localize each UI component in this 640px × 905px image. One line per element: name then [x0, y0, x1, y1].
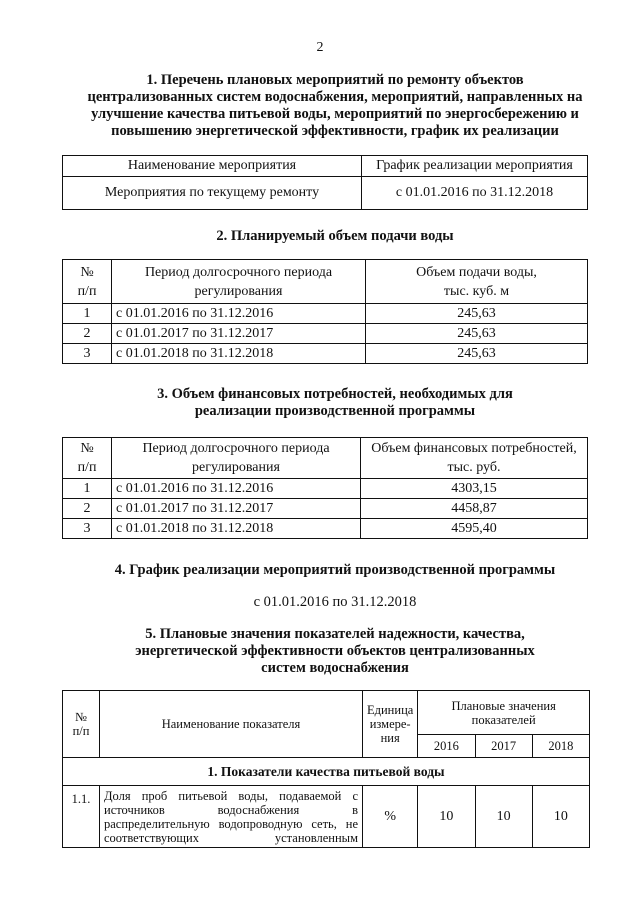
title-line: централизованных систем водоснабжения, мероприятий, направленных на	[87, 89, 583, 105]
table-cell: 1	[63, 304, 112, 324]
title-line: повышению энергетической эффективности, график их реализации	[111, 123, 559, 139]
title-line: энергетической эффективности объектов централизованных	[135, 643, 535, 659]
section5-title	[40, 626, 630, 677]
table-cell: 4303,15	[361, 479, 588, 499]
group-title: 1. Показатели качества питьевой воды	[63, 758, 590, 786]
header-cell: Наименование мероприятия	[63, 156, 362, 177]
table-cell: 2	[63, 324, 112, 344]
table-cell: с 01.01.2016 по 31.12.2016	[112, 304, 366, 324]
table-cell: 10	[532, 786, 589, 848]
table-cell: 245,63	[366, 304, 588, 324]
year-cell: 2017	[475, 735, 532, 758]
year-cell: 2016	[418, 735, 475, 758]
title-line: 2. Планируемый объем подачи воды	[216, 228, 454, 244]
header-cell: № п/п	[63, 691, 100, 758]
section2-table	[62, 259, 588, 364]
table-row	[63, 479, 588, 499]
table-row	[63, 499, 588, 519]
table-cell: с 01.01.2017 по 31.12.2017	[112, 324, 366, 344]
section3-title	[40, 386, 630, 420]
title-line: 3. Объем финансовых потребностей, необходимых для	[157, 386, 513, 402]
table-cell: 2	[63, 499, 112, 519]
table-row	[63, 324, 588, 344]
title-line: 4. График реализации мероприятий производственной программы	[114, 562, 556, 578]
table-cell: 4458,87	[361, 499, 588, 519]
table-row	[63, 304, 588, 324]
table-cell: с 01.01.2016 по 31.12.2016	[112, 479, 361, 499]
indicator-name: Доля проб питьевой воды, подаваемой с источников водоснабжения в распределительную водопроводную сеть, не соответствующих установленным	[100, 786, 363, 848]
header-cell: Период долгосрочного периода регулирования	[112, 260, 366, 304]
table-cell: с 01.01.2016 по 31.12.2018	[362, 177, 588, 210]
table-cell: 1	[63, 479, 112, 499]
page-number: 2	[316, 40, 324, 55]
table-row	[63, 344, 588, 364]
table-cell: 1.1.	[63, 786, 100, 848]
title-line: систем водоснабжения	[261, 660, 409, 676]
section5-table	[62, 690, 590, 848]
header-cell: № п/п	[63, 438, 112, 479]
header-cell: № п/п	[63, 260, 112, 304]
table-row	[63, 519, 588, 539]
table-cell: 245,63	[366, 344, 588, 364]
header-cell: Объем подачи воды, тыс. куб. м	[366, 260, 588, 304]
title-line: 1. Перечень плановых мероприятий по ремонту объектов	[146, 72, 524, 88]
table-cell: %	[363, 786, 418, 848]
header-cell: Объем финансовых потребностей, тыс. руб.	[361, 438, 588, 479]
section4-period: с 01.01.2016 по 31.12.2018	[253, 594, 417, 610]
section4-title	[40, 562, 630, 579]
header-cell: Наименование показателя	[100, 691, 363, 758]
header-cell: Единица измере- ния	[363, 691, 418, 758]
table-row	[63, 786, 590, 848]
header-cell: Плановые значения показателей	[418, 691, 590, 735]
table-cell: 3	[63, 519, 112, 539]
title-line: улучшение качества питьевой воды, мероприятий по энергосбережению и	[91, 106, 579, 122]
section1-title	[40, 72, 630, 140]
section1-table	[62, 155, 588, 210]
title-line: реализации производственной программы	[194, 403, 476, 419]
table-cell: 10	[475, 786, 532, 848]
table-cell: с 01.01.2018 по 31.12.2018	[112, 344, 366, 364]
table-cell: 10	[418, 786, 475, 848]
table-cell: с 01.01.2018 по 31.12.2018	[112, 519, 361, 539]
table-cell: 245,63	[366, 324, 588, 344]
table-cell: с 01.01.2017 по 31.12.2017	[112, 499, 361, 519]
section2-title	[40, 228, 630, 245]
header-cell: График реализации мероприятия	[362, 156, 588, 177]
table-cell: Мероприятия по текущему ремонту	[63, 177, 362, 210]
section3-table	[62, 437, 588, 539]
table-cell: 4595,40	[361, 519, 588, 539]
header-cell: Период долгосрочного периода регулирования	[112, 438, 361, 479]
title-line: 5. Плановые значения показателей надежности, качества,	[145, 626, 525, 642]
table-cell: 3	[63, 344, 112, 364]
year-cell: 2018	[532, 735, 589, 758]
